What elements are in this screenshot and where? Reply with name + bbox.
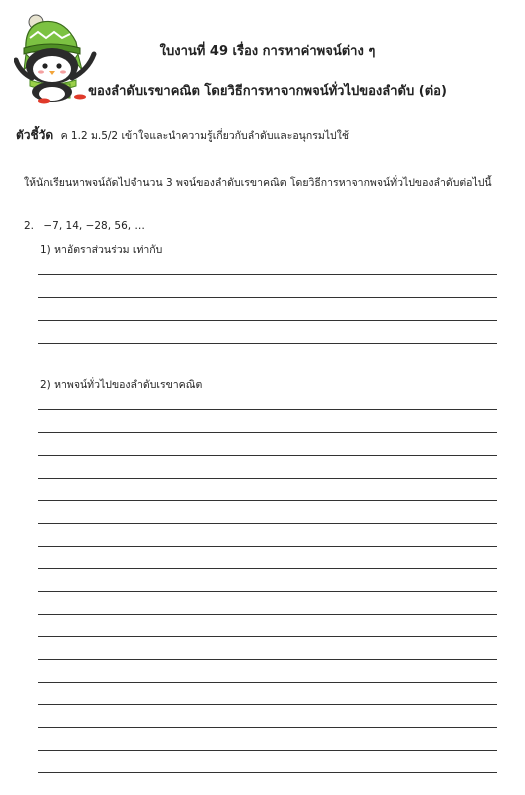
instruction-text: ให้นักเรียนหาพจน์ถัดไปจำนวน 3 พจน์ของลำดับเรขาคณิต โดยวิธีการหาจากพจน์ทั่วไปของลำดับต่อไปนี้ [24, 177, 492, 189]
answer-line[interactable] [38, 409, 497, 410]
worksheet-title: ใบงานที่ 49 เรื่อง การหาค่าพจน์ต่าง ๆ [159, 44, 376, 59]
problem-sequence: −7, 14, −28, 56, … [43, 220, 145, 232]
answer-line[interactable] [38, 591, 497, 592]
answer-line[interactable] [38, 727, 497, 728]
answer-line[interactable] [38, 320, 497, 321]
answer-line[interactable] [38, 772, 497, 773]
answer-line[interactable] [38, 343, 497, 344]
answer-line[interactable] [38, 274, 497, 275]
answer-line[interactable] [38, 568, 497, 569]
answer-line[interactable] [38, 614, 497, 615]
question-2-label: 2) หาพจน์ทั่วไปของลำดับเรขาคณิต [40, 379, 203, 391]
indicator-line [16, 126, 349, 145]
indicator-label: ตัวชี้วัด [16, 128, 54, 142]
problem-line [24, 220, 145, 232]
question-1-label: 1) หาอัตราส่วนร่วม เท่ากับ [40, 244, 163, 256]
answer-line[interactable] [38, 478, 497, 479]
answer-line[interactable] [38, 636, 497, 637]
answer-line[interactable] [38, 500, 497, 501]
answer-line[interactable] [38, 704, 497, 705]
indicator-text: ค 1.2 ม.5/2 เข้าใจและนำความรู้เกี่ยวกับลำดับและอนุกรมไปใช้ [60, 130, 349, 142]
worksheet-subtitle: ของลำดับเรขาคณิต โดยวิธีการหาจากพจน์ทั่วไปของลำดับ (ต่อ) [88, 84, 447, 99]
answer-line[interactable] [38, 432, 497, 433]
answer-line[interactable] [38, 297, 497, 298]
answer-line[interactable] [38, 659, 497, 660]
answer-line[interactable] [38, 546, 497, 547]
problem-number: 2. [24, 220, 35, 232]
answer-line[interactable] [38, 750, 497, 751]
answer-line[interactable] [38, 523, 497, 524]
answer-line[interactable] [38, 682, 497, 683]
answer-line[interactable] [38, 455, 497, 456]
